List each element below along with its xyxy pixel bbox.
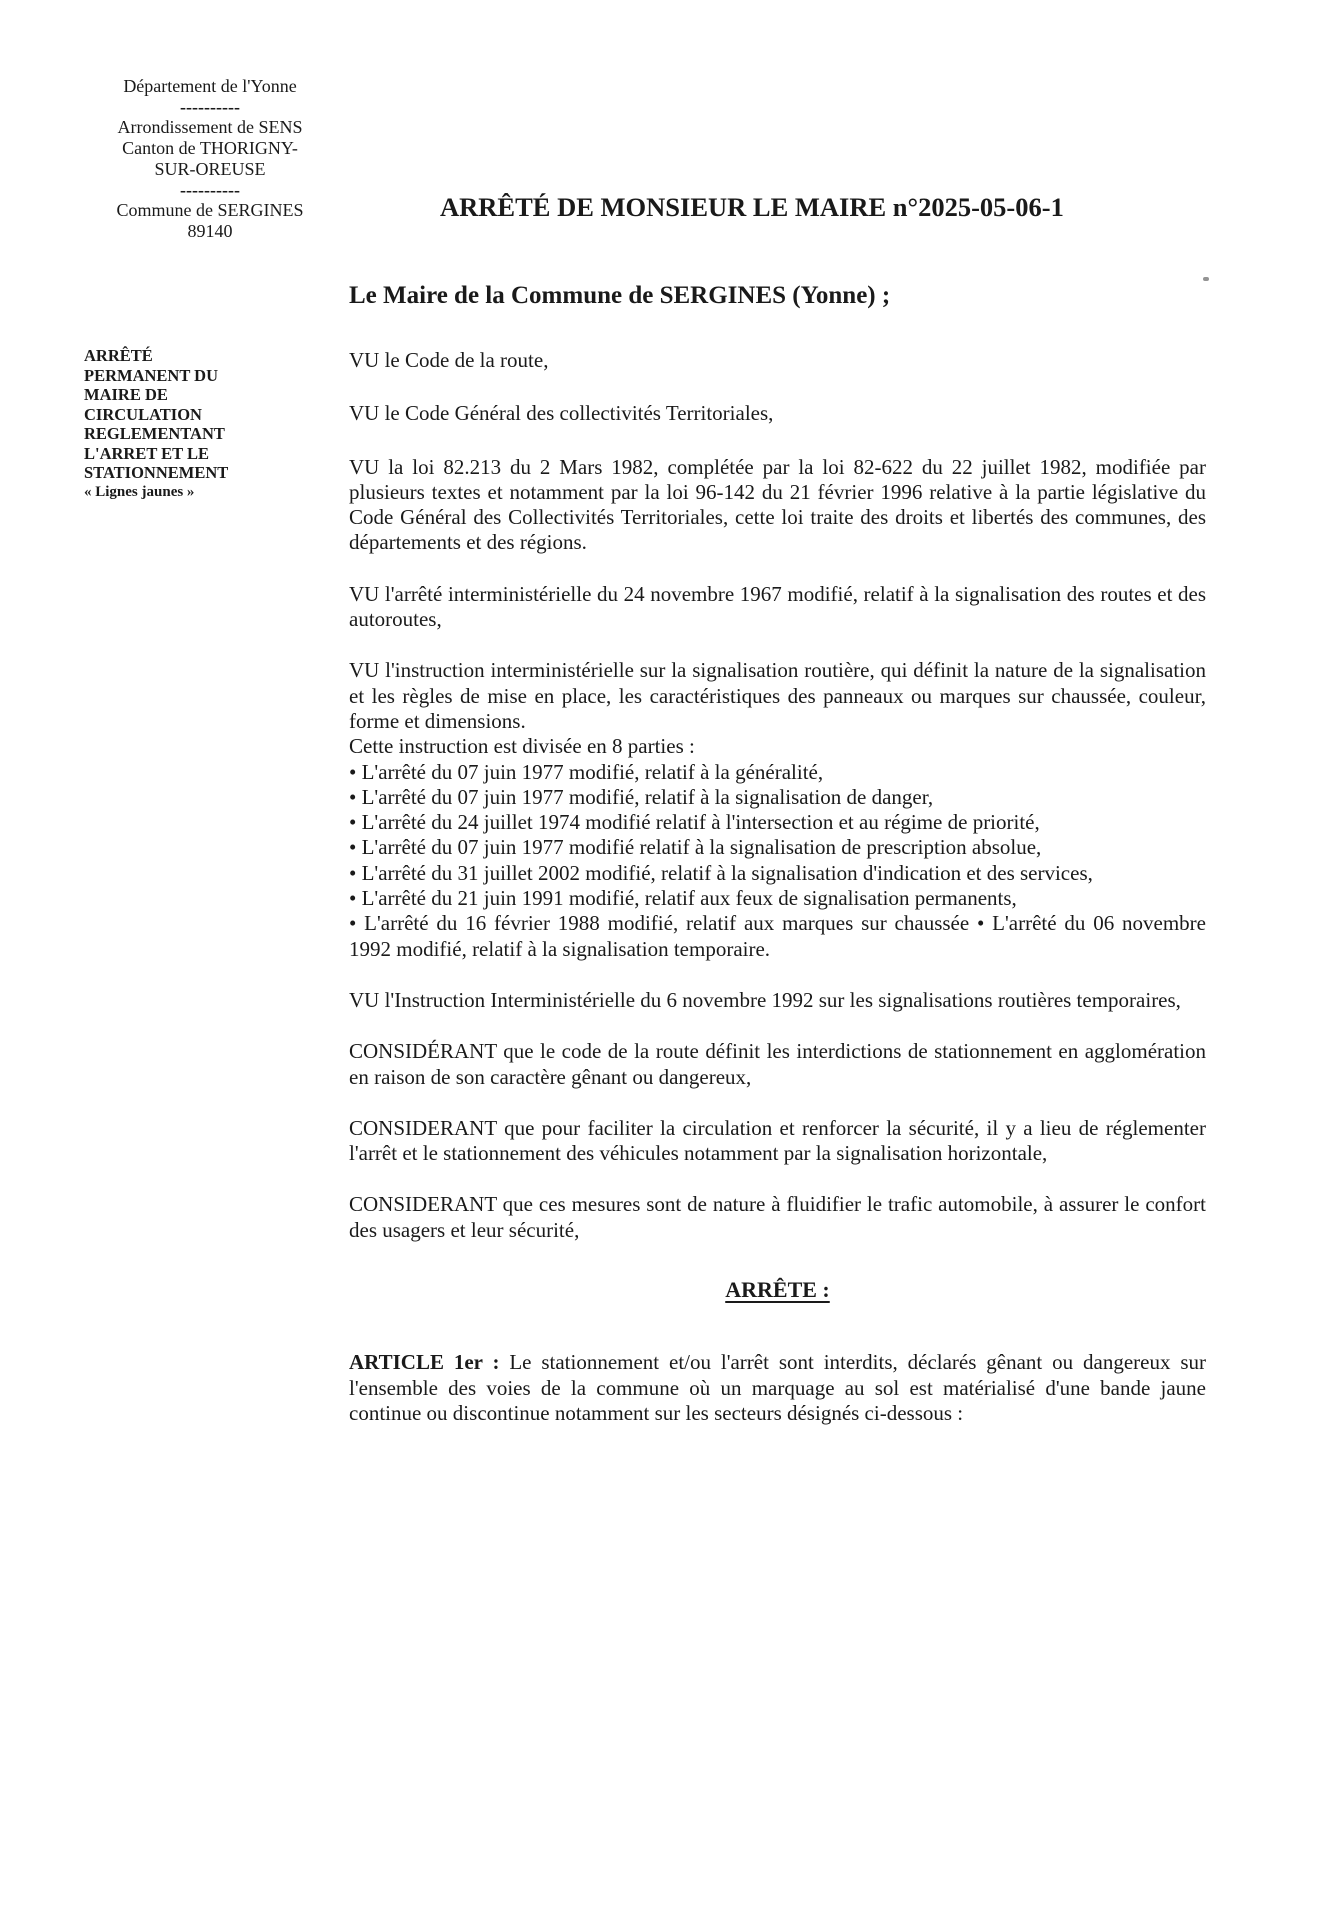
- department-line: Département de l'Yonne: [123, 76, 297, 96]
- paragraph-vu-code-route: VU le Code de la route,: [349, 348, 549, 372]
- side-title-line: L'ARRET ET LE: [84, 443, 210, 463]
- side-title-line: MAIRE DE: [84, 385, 168, 404]
- paragraph-vu-cgct: VU le Code Général des collectivités Territoriales,: [349, 401, 774, 426]
- document-title: ARRÊTÉ DE MONSIEUR LE MAIRE n°2025-05-06-1: [440, 192, 1064, 222]
- postal-code: 89140: [187, 221, 233, 241]
- side-subtitle: « Lignes jaunes »: [84, 483, 195, 500]
- decree-heading: ARRÊTE :: [725, 1277, 830, 1303]
- instruction-part-item: • L'arrêté du 07 juin 1977 modifié relatif à la signalisation de prescription absolue,: [349, 835, 1042, 860]
- mayor-line: Le Maire de la Commune de SERGINES (Yonne) ;: [349, 282, 891, 309]
- side-title-line: STATIONNEMENT: [84, 463, 229, 482]
- article-1-label: ARTICLE 1er :: [349, 1350, 500, 1375]
- canton-line-continued: SUR-OREUSE: [154, 159, 266, 179]
- instruction-part-item: • L'arrêté du 21 juin 1991 modifié, relatif aux feux de signalisation permanents,: [349, 886, 1017, 911]
- document-body: [349, 348, 1206, 1426]
- instruction-parts-intro: Cette instruction est divisée en 8 parties :: [349, 734, 695, 759]
- side-title: [84, 346, 324, 502]
- paragraph-vu-instruction: VU l'instruction interministérielle sur la signalisation routière, qui définit la nature de la signalisation et les règles de mise en place, les caractéristiques des panneaux ou marques sur chaussée, couleur, forme et dimensions.: [349, 658, 1206, 733]
- side-title-line: ARRÊTÉ: [84, 346, 153, 365]
- instruction-part-item: • L'arrêté du 07 juin 1977 modifié, relatif à la généralité,: [349, 759, 824, 784]
- arrondissement-line: Arrondissement de SENS: [117, 117, 303, 137]
- side-title-line: PERMANENT DU: [84, 365, 218, 385]
- paragraph-vu-arrete-1967: VU l'arrêté interministérielle du 24 novembre 1967 modifié, relatif à la signalisation des routes et des autoroutes,: [349, 581, 1206, 632]
- instruction-part-item: • L'arrêté du 07 juin 1977 modifié, relatif à la signalisation de danger,: [349, 784, 934, 809]
- side-title-line: REGLEMENTANT: [84, 424, 225, 443]
- paragraph-vu-instruction-1992: VU l'Instruction Interministérielle du 6 novembre 1992 sur les signalisations routières temporaires,: [349, 987, 1181, 1012]
- separator: ----------: [180, 97, 240, 117]
- administrative-header: [80, 76, 340, 242]
- canton-line: Canton de THORIGNY-: [122, 138, 298, 158]
- instruction-part-item: • L'arrêté du 31 juillet 2002 modifié, relatif à la signalisation d'indication et des services,: [349, 860, 1093, 885]
- article-1: [349, 1350, 1206, 1426]
- article-1-text: Le stationnement et/ou l'arrêt sont interdits, déclarés gênant ou dangereux sur l'ensemble des voies de la commune où un marquage au sol est matérialisé d'une bande jaune continue ou discontinue notamment sur les secteurs désignés ci-dessous :: [349, 1350, 1206, 1425]
- paragraph-considerant-3: CONSIDERANT que ces mesures sont de nature à fluidifier le trafic automobile, à assurer le confort des usagers et leur sécurité,: [349, 1192, 1206, 1242]
- paragraph-vu-loi-82: VU la loi 82.213 du 2 Mars 1982, complétée par la loi 82-622 du 22 juillet 1982, modifiée par plusieurs textes et notamment par la loi 96-142 du 21 février 1996 relative à la partie législative du Code Général des Collectivités Territoriales, cette loi traite des droits et libertés des communes, des départements et des régions.: [349, 454, 1206, 555]
- instruction-part-item: • L'arrêté du 24 juillet 1974 modifié relatif à l'intersection et au régime de priorité,: [349, 810, 1040, 835]
- scan-speck: [1203, 277, 1209, 281]
- paragraph-considerant-1: CONSIDÉRANT que le code de la route définit les interdictions de stationnement en agglomération en raison de son caractère gênant ou dangereux,: [349, 1039, 1206, 1089]
- separator: ----------: [180, 180, 240, 200]
- paragraph-considerant-2: CONSIDERANT que pour faciliter la circulation et renforcer la sécurité, il y a lieu de réglementer l'arrêt et le stationnement des véhicules notamment par la signalisation horizontale,: [349, 1115, 1206, 1166]
- instruction-part-item: • L'arrêté du 16 février 1988 modifié, relatif aux marques sur chaussée • L'arrêté du 06 novembre 1992 modifié, relatif à la signalisation temporaire.: [349, 911, 1206, 961]
- side-title-line: CIRCULATION: [84, 404, 202, 424]
- commune-line: Commune de SERGINES: [116, 200, 304, 220]
